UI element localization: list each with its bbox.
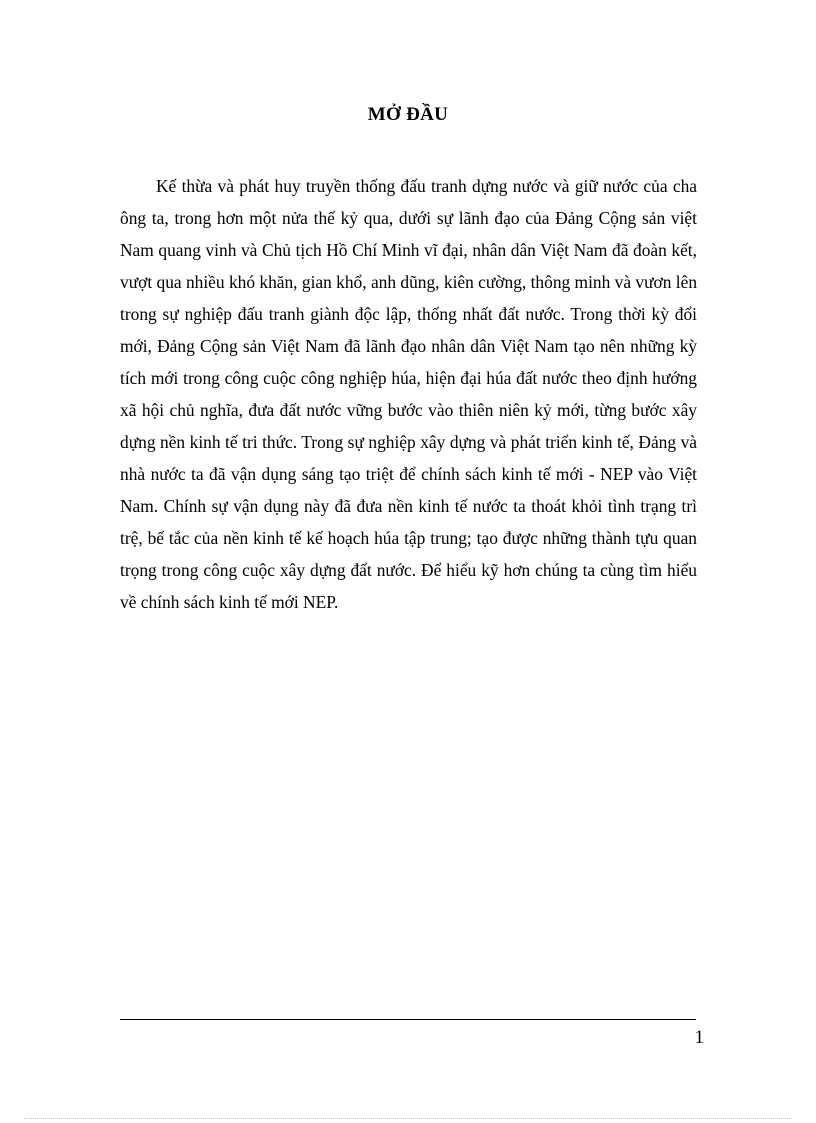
page-number: 1 [694,1027,704,1048]
page-edge-divider [24,1118,792,1119]
body-paragraph: Kế thừa và phát huy truyền thống đấu tranh dựng nước và giữ nước của cha ông ta, trong hơn một nửa thế kỷ qua, dưới sự lãnh đạo của Đảng Cộng sản việt Nam quang vinh và Chủ tịch Hồ Chí Minh vĩ đại, nhân dân Việt Nam đã đoàn kết, vượt qua nhiều khó khăn, gian khổ, anh dũng, kiên cường, thông minh và vươn lên trong sự nghiệp đấu tranh giành độc lập, thống nhất đất nước. Trong thời kỳ đổi mới, Đảng Cộng sản Việt Nam đã lãnh đạo nhân dân Việt Nam tạo nên những kỳ tích mới trong công cuộc công nghiệp húa, hiện đại húa đất nước theo định hướng xã hội chủ nghĩa, đưa đất nước vững bước vào thiên niên kỷ mới, từng bước xây dựng nền kinh tế tri thức. Trong sự nghiệp xây dựng và phát triển kinh tế, Đảng và nhà nước ta đã vận dụng sáng tạo triệt để chính sách kinh tế mới - NEP vào Việt Nam. Chính sự vận dụng này đã đưa nền kinh tế nước ta thoát khỏi tình trạng trì trệ, bế tắc của nền kinh tế kế hoạch húa tập trung; tạo được những thành tựu quan trọng trong công cuộc xây dựng đất nước. Để hiểu kỹ hơn chúng ta cùng tìm hiểu về chính sách kinh tế mới NEP. [120,176,698,612]
footer-divider [120,1019,696,1020]
page-title: MỞ ĐẦU [367,104,449,125]
